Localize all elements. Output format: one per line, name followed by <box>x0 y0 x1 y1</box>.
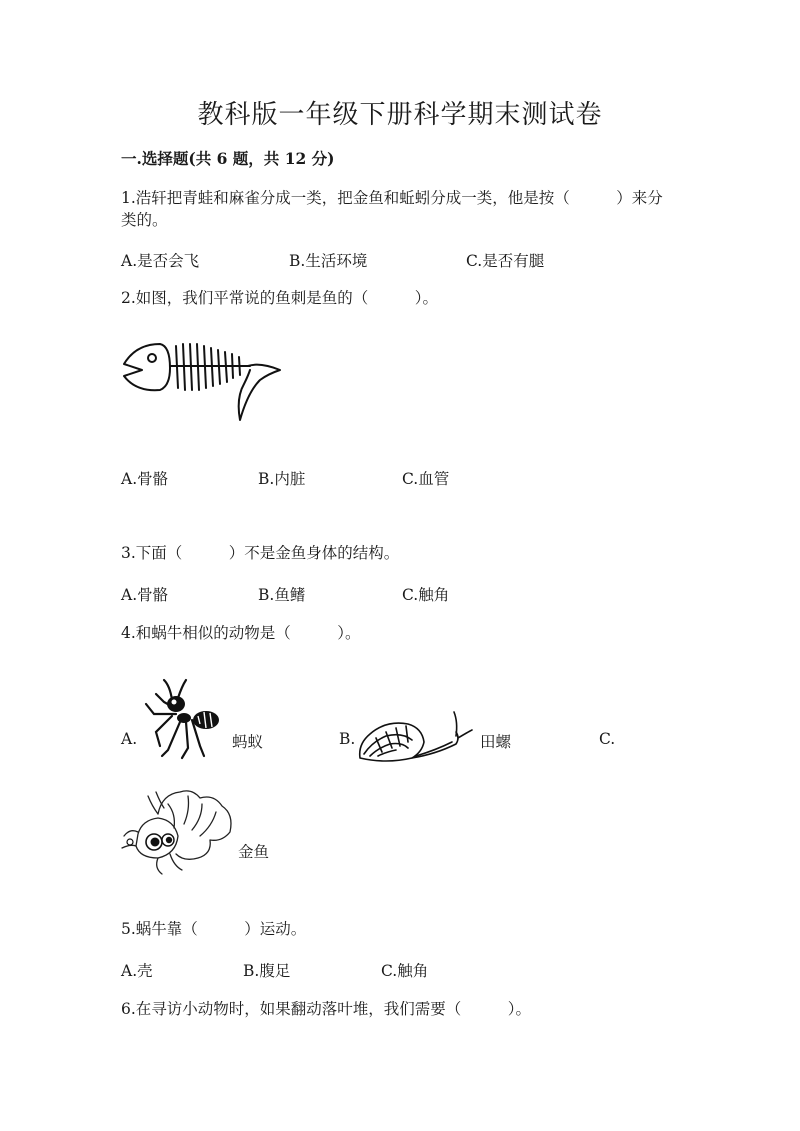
fish-skeleton-image <box>120 336 285 426</box>
question-2-option-c[interactable]: C.血管 <box>402 470 450 488</box>
question-5-stem: 5.蜗牛靠（ ）运动。 <box>121 920 307 938</box>
page-title: 教科版一年级下册科学期末测试卷 <box>197 100 603 130</box>
question-1-option-b[interactable]: B.生活环境 <box>289 252 368 270</box>
question-1-stem-line2: 类的。 <box>121 211 168 229</box>
question-3-option-b[interactable]: B.鱼鳍 <box>258 586 306 604</box>
question-5-option-b[interactable]: B.腹足 <box>243 962 291 980</box>
question-1-option-c[interactable]: C.是否有腿 <box>466 252 545 270</box>
question-2-stem: 2.如图，我们平常说的鱼刺是鱼的（ ）。 <box>121 289 439 307</box>
question-4-option-b-letter[interactable]: B. <box>339 730 356 748</box>
goldfish-icon <box>118 784 238 876</box>
question-3-option-a[interactable]: A.骨骼 <box>121 586 169 604</box>
question-4-option-a-label: 蚂蚁 <box>232 733 264 751</box>
question-5-option-c[interactable]: C.触角 <box>381 962 429 980</box>
question-2-option-b[interactable]: B.内脏 <box>258 470 306 488</box>
ant-icon <box>142 676 222 762</box>
question-4-stem: 4.和蜗牛相似的动物是（ ）。 <box>121 624 361 642</box>
question-5-option-a[interactable]: A.壳 <box>121 962 153 980</box>
question-4-option-a-letter[interactable]: A. <box>121 730 138 748</box>
question-4-option-b-label: 田螺 <box>480 733 512 751</box>
question-6-stem: 6.在寻访小动物时，如果翻动落叶堆，我们需要（ ）。 <box>121 1000 532 1018</box>
question-3-stem: 3.下面（ ）不是金鱼身体的结构。 <box>121 544 400 562</box>
river-snail-icon <box>356 708 474 766</box>
question-4-option-c-label: 金鱼 <box>238 843 270 861</box>
section-heading: 一.选择题(共 6 题，共 12 分) <box>121 149 335 168</box>
question-1-option-a[interactable]: A.是否会飞 <box>121 252 200 270</box>
question-4-option-c-letter[interactable]: C. <box>599 730 616 748</box>
question-1-stem-line1: 1.浩轩把青蛙和麻雀分成一类，把金鱼和蚯蚓分成一类，他是按（ ）来分 <box>121 189 663 207</box>
question-2-option-a[interactable]: A.骨骼 <box>121 470 169 488</box>
question-3-option-c[interactable]: C.触角 <box>402 586 450 604</box>
